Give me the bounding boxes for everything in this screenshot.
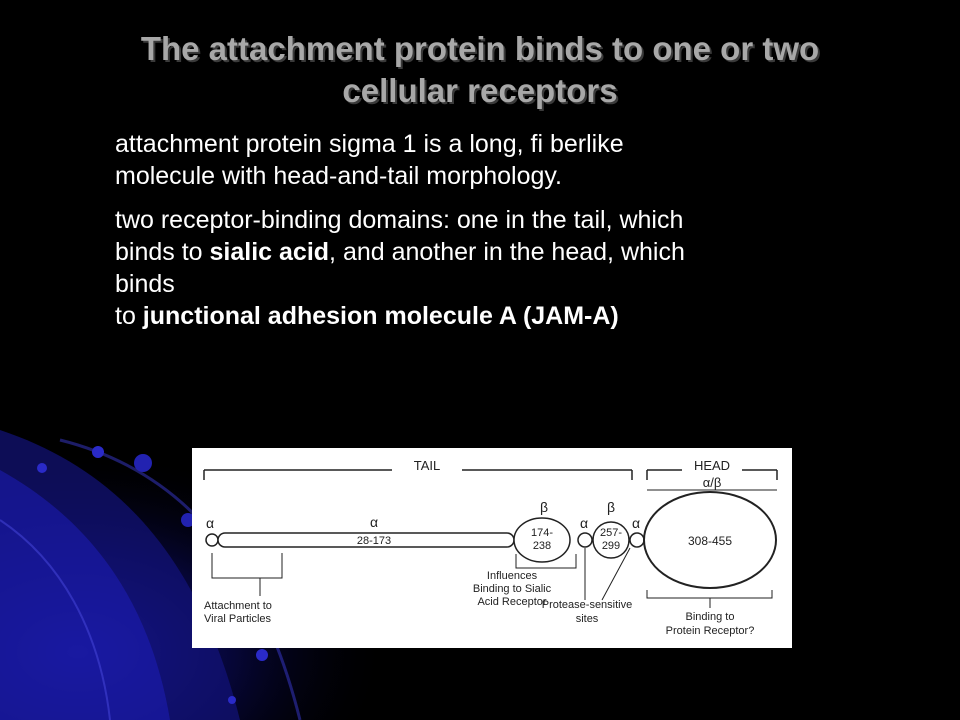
note-sialic-line-3: Acid Receptor bbox=[477, 596, 547, 608]
paragraph-line: attachment protein sigma 1 is a long, fi berlike bbox=[115, 130, 624, 158]
slide-title bbox=[40, 28, 920, 112]
attachment-bracket bbox=[212, 553, 282, 578]
alpha-sphere bbox=[630, 533, 644, 547]
decor-dot bbox=[92, 446, 104, 458]
paragraph-line: binds bbox=[115, 270, 175, 298]
alpha-beta-label: α/β bbox=[702, 475, 722, 490]
beta-label: β bbox=[606, 499, 616, 515]
alpha-label: α bbox=[369, 514, 379, 530]
range-label: 299 bbox=[601, 540, 621, 552]
note-protein-line-1: Binding to bbox=[685, 611, 735, 623]
slide-body bbox=[115, 128, 855, 332]
note-attachment-line-1: Attachment to bbox=[204, 600, 272, 612]
range-label: 257- bbox=[599, 527, 623, 539]
text-span: , and another in the head, which bbox=[329, 238, 685, 266]
text-span: binds to bbox=[115, 238, 210, 266]
paragraph-receptor-domains bbox=[115, 204, 855, 332]
range-label: 174- bbox=[530, 527, 554, 539]
note-protease-line-1: Protease-sensitive bbox=[541, 599, 633, 611]
range-label: 308-455 bbox=[687, 534, 733, 548]
paragraph-line bbox=[115, 300, 855, 332]
alpha-label: α bbox=[631, 515, 641, 531]
note-attachment-line-2: Viral Particles bbox=[204, 613, 272, 625]
sigma1-diagram-svg bbox=[192, 448, 792, 648]
alpha-label: α bbox=[205, 515, 215, 531]
bold-term-jam-a: junctional adhesion molecule A (JAM-A) bbox=[142, 302, 619, 330]
note-sialic-line-2: Binding to Sialic bbox=[472, 583, 552, 595]
range-label: 238 bbox=[532, 540, 552, 552]
alpha-label: α bbox=[579, 515, 589, 531]
paragraph-line: two receptor-binding domains: one in the tail, which bbox=[115, 206, 684, 234]
slide-title-line-2: cellular receptors bbox=[342, 72, 618, 109]
alpha-sphere bbox=[578, 533, 592, 547]
alpha-sphere bbox=[206, 534, 218, 546]
tail-label: TAIL bbox=[413, 458, 441, 473]
decor-dot bbox=[37, 463, 47, 473]
bold-term-sialic-acid: sialic acid bbox=[209, 238, 330, 266]
text-span: to bbox=[115, 302, 143, 330]
decor-dot bbox=[134, 454, 152, 472]
decor-dot bbox=[256, 649, 268, 661]
paragraph-line bbox=[115, 236, 855, 268]
decor-dot bbox=[228, 696, 236, 704]
slide-title-line-1: The attachment protein binds to one or two bbox=[140, 30, 820, 67]
note-protease-line-2: sites bbox=[575, 613, 599, 625]
paragraph-sigma1 bbox=[115, 128, 855, 192]
sigma1-diagram bbox=[192, 448, 792, 648]
protein-bracket bbox=[647, 590, 772, 598]
range-label: 28-173 bbox=[356, 535, 392, 547]
head-label: HEAD bbox=[693, 458, 731, 473]
note-sialic-line-1: Influences bbox=[486, 570, 538, 582]
beta-label: β bbox=[539, 499, 549, 515]
paragraph-line: molecule with head-and-tail morphology. bbox=[115, 162, 562, 190]
note-protein-line-2: Protein Receptor? bbox=[665, 625, 755, 637]
